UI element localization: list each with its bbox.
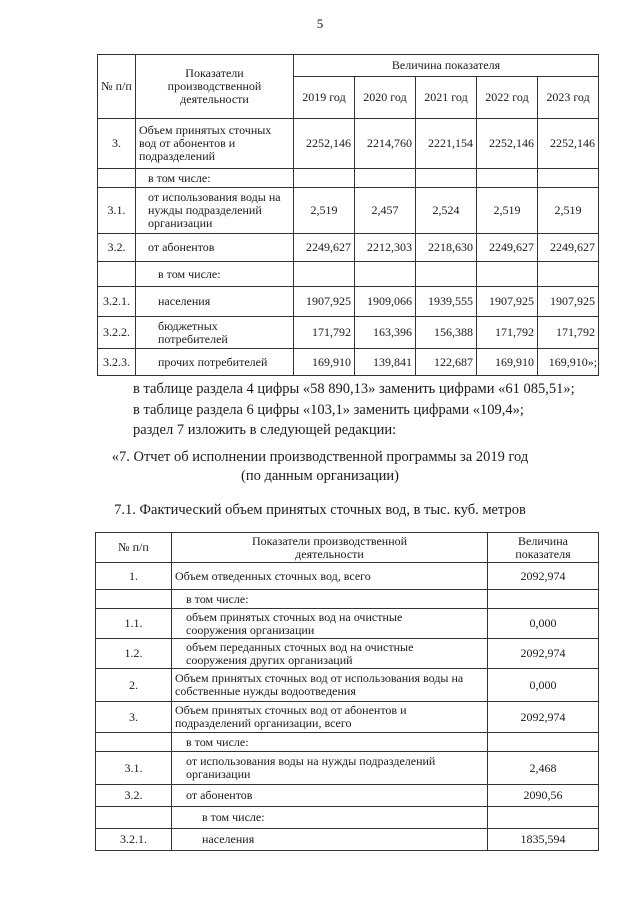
header-year: 2022 год	[477, 77, 538, 119]
row-label: объем принятых сточных вод на очистные сооружения организации	[172, 609, 488, 639]
header-indicators: Показатели производственной деятельности	[172, 533, 488, 563]
amendment-line-1: в таблице раздела 4 цифры «58 890,13» заменить цифрами «61 085,51»;	[133, 381, 575, 397]
row-num: 3.	[98, 119, 136, 169]
header-value: Величина показателя	[294, 55, 599, 77]
row-num: 1.	[96, 563, 172, 590]
row-label: от использования воды на нужды подразделений организации	[172, 752, 488, 785]
row-value: 1909,066	[355, 287, 416, 317]
row-value: 2249,627	[294, 234, 355, 262]
section-heading-line-2: (по данным организации)	[240, 468, 399, 484]
row-value: 2249,627	[538, 234, 599, 262]
row-value: 1907,925	[538, 287, 599, 317]
row-label: в том числе:	[172, 733, 488, 752]
table-row	[98, 287, 599, 317]
row-label: бюджетных потребителей	[136, 317, 294, 349]
table-row	[96, 563, 599, 590]
table-row	[98, 169, 599, 188]
table-row	[96, 829, 599, 851]
row-value: 2214,760	[355, 119, 416, 169]
row-label: от использования воды на нужды подразделений организации	[136, 188, 294, 234]
row-num: 3.	[96, 702, 172, 733]
header-indicators: Показатели производственной деятельности	[136, 55, 294, 119]
row-value: 2252,146	[294, 119, 355, 169]
row-num: 3.2.	[96, 785, 172, 807]
row-label: в том числе:	[172, 590, 488, 609]
header-num: № п/п	[98, 55, 136, 119]
page-number: 5	[316, 16, 324, 31]
row-value: 1907,925	[294, 287, 355, 317]
table-row	[98, 119, 599, 169]
row-num: 1.1.	[96, 609, 172, 639]
header-year: 2020 год	[355, 77, 416, 119]
row-label: прочих потребителей	[136, 349, 294, 376]
row-value: 2,457	[355, 188, 416, 234]
row-label: Объем отведенных сточных вод, всего	[172, 563, 488, 590]
row-num: 3.2.2.	[98, 317, 136, 349]
row-num: 1.2.	[96, 639, 172, 669]
row-value: 2,519	[294, 188, 355, 234]
row-label: объем переданных сточных вод на очистные сооружения других организаций	[172, 639, 488, 669]
row-label: Объем принятых сточных вод от использования воды на собственные нужды водоотведения	[172, 669, 488, 702]
row-value: 169,910	[294, 349, 355, 376]
row-label: от абонентов	[136, 234, 294, 262]
row-value: 169,910	[477, 349, 538, 376]
row-value: 2249,627	[477, 234, 538, 262]
row-value: 2221,154	[416, 119, 477, 169]
amendment-line-3: раздел 7 изложить в следующей редакции:	[133, 422, 397, 438]
table-row	[96, 785, 599, 807]
table-row	[98, 234, 599, 262]
row-num: 3.1.	[98, 188, 136, 234]
row-label: в том числе:	[136, 262, 294, 287]
row-value: 2,524	[416, 188, 477, 234]
row-value: 2092,974	[488, 639, 599, 669]
row-label: в том числе:	[172, 807, 488, 829]
row-value: 156,388	[416, 317, 477, 349]
row-value: 171,792	[538, 317, 599, 349]
row-num: 2.	[96, 669, 172, 702]
row-value: 0,000	[488, 609, 599, 639]
header-year: 2019 год	[294, 77, 355, 119]
row-value: 2,468	[488, 752, 599, 785]
row-value: 2218,630	[416, 234, 477, 262]
row-label: населения	[136, 287, 294, 317]
amendment-line-2: в таблице раздела 6 цифры «103,1» заменить цифрами «109,4»;	[133, 402, 524, 418]
row-label: Объем принятых сточных вод от абонентов и подразделений организации, всего	[172, 702, 488, 733]
row-value: 169,910»;	[538, 349, 599, 376]
row-num: 3.1.	[96, 752, 172, 785]
table-row	[96, 669, 599, 702]
table-row	[96, 807, 599, 829]
header-year: 2021 год	[416, 77, 477, 119]
header-value: Величина показателя	[488, 533, 599, 563]
table-row	[98, 262, 599, 287]
table-row	[98, 317, 599, 349]
row-num: 3.2.1.	[96, 829, 172, 851]
row-value: 0,000	[488, 669, 599, 702]
actual-volume-table-2019	[95, 532, 599, 851]
row-value: 2092,974	[488, 702, 599, 733]
row-value: 2092,974	[488, 563, 599, 590]
table-row	[98, 349, 599, 376]
row-label: в том числе:	[136, 169, 294, 188]
row-num: 3.2.	[98, 234, 136, 262]
row-value: 1939,555	[416, 287, 477, 317]
subsection-heading: 7.1. Фактический объем принятых сточных вод, в тыс. куб. метров	[114, 502, 526, 518]
row-value: 2,519	[538, 188, 599, 234]
row-value: 2212,303	[355, 234, 416, 262]
table-row	[96, 702, 599, 733]
row-num: 3.2.3.	[98, 349, 136, 376]
header-year: 2023 год	[538, 77, 599, 119]
row-num: 3.2.1.	[98, 287, 136, 317]
table-row	[96, 609, 599, 639]
row-value: 1835,594	[488, 829, 599, 851]
row-value: 163,396	[355, 317, 416, 349]
row-label: населения	[172, 829, 488, 851]
row-value: 139,841	[355, 349, 416, 376]
production-table-2019-2023	[97, 54, 599, 376]
row-value: 2090,56	[488, 785, 599, 807]
table-row	[96, 639, 599, 669]
row-label: Объем принятых сточных вод от абонентов и подразделений	[136, 119, 294, 169]
header-num: № п/п	[96, 533, 172, 563]
row-label: от абонентов	[172, 785, 488, 807]
row-value: 171,792	[477, 317, 538, 349]
row-value: 122,687	[416, 349, 477, 376]
row-value: 2252,146	[538, 119, 599, 169]
row-value: 1907,925	[477, 287, 538, 317]
row-value: 2252,146	[477, 119, 538, 169]
table-row	[96, 733, 599, 752]
row-value: 2,519	[477, 188, 538, 234]
section-heading-line-1: «7. Отчет об исполнении производственной программы за 2019 год	[111, 449, 529, 465]
table-row	[96, 590, 599, 609]
table-row	[98, 188, 599, 234]
table-row	[96, 752, 599, 785]
row-value: 171,792	[294, 317, 355, 349]
